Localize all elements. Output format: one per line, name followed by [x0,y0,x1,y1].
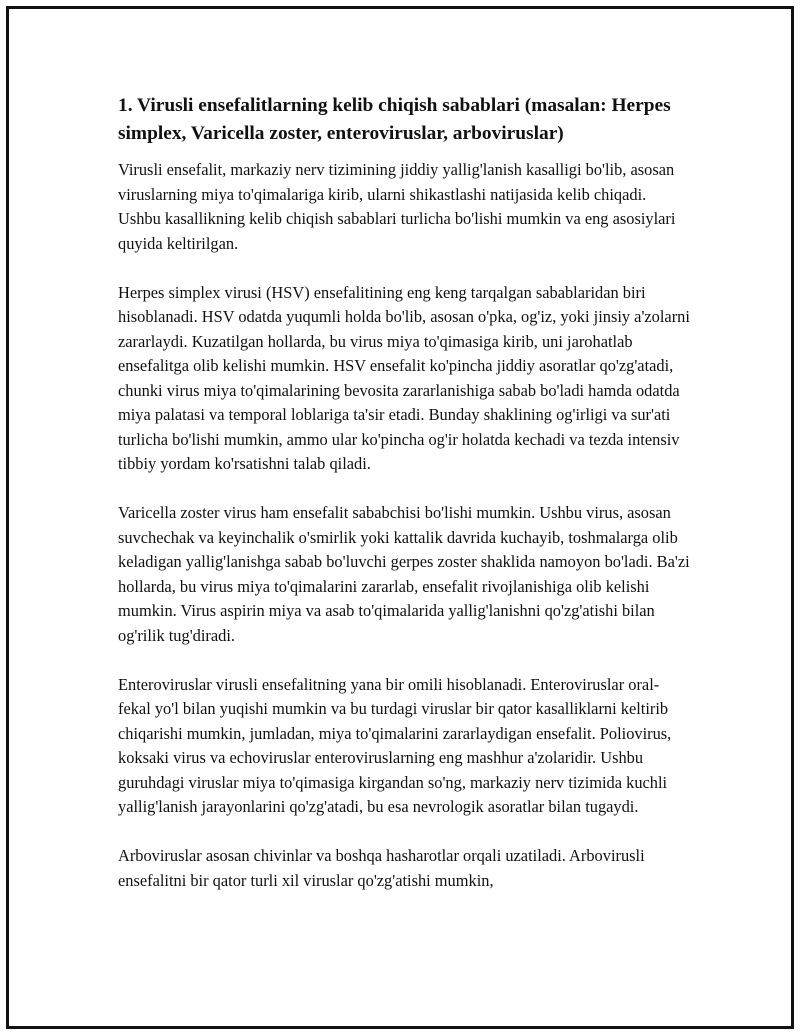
section-heading: 1. Virusli ensefalitlarning kelib chiqish sabablari (masalan: Herpes simplex, Varicella zoster, enteroviruslar, arboviruslar) [118,95,671,144]
paragraph-intro: Virusli ensefalit, markaziy nerv tizimining jiddiy yallig'lanish kasalligi bo'lib, asosan viruslarning miya to'qimalariga kirib, ularni shikastlashi natijasida kelib chiqadi. Ushbu kasallikning kelib chiqish sabablari turlicha bo'lishi mumkin va eng asosiylari quyida keltirilgan. [118,160,676,253]
paragraph-arboviruses: Arboviruslar asosan chivinlar va boshqa hasharotlar orqali uzatiladi. Arbovirusli ensefalitni bir qator turli xil viruslar qo'zg'atishi mumkin, [118,846,645,890]
paragraph-herpes-simplex: Herpes simplex virusi (HSV) ensefalitining eng keng tarqalgan sabablaridan biri hisoblanadi. HSV odatda yuqumli holda bo'lib, asosan o'pka, og'iz, yoki jinsiy a'zolarni zararlaydi. Kuzatilgan hollarda, bu virus miya to'qimasiga kirib, uni jarohatlab ensefalitga olib kelishi mumkin. HSV ensefalit ko'pincha jiddiy asoratlar qo'zg'atadi, chunki virus miya to'qimalarining bevosita zararlanishiga sabab bo'ladi hamda odatda miya palatasi va temporal loblariga ta'sir etadi. Bunday shaklining og'irligi va sur'ati turlicha bo'lishi mumkin, ammo ular ko'pincha og'ir holatda kechadi va tezda intensiv tibbiy yordam ko'rsatishni talab qiladi. [118,282,690,473]
paragraph-enteroviruses: Enteroviruslar virusli ensefalitning yana bir omili hisoblanadi. Enteroviruslar oral-fekal yo'l bilan yuqishi mumkin va bu turdagi viruslar bir qator kasalliklarni keltirib chiqarishi mumkin, jumladan, miya to'qimalarini zararlaydigan ensefalit. Poliovirus, koksaki virus va echoviruslar enteroviruslarning eng mashhur a'zolaridir. Ushbu guruhdagi viruslar miya to'qimasiga kirgandan so'ng, markaziy nerv tizimida kuchli yallig'lanish jarayonlarini qo'zg'atadi, bu esa nevrologik asoratlar bilan tugaydi. [118,674,672,816]
document-body [118,92,690,918]
paragraph-varicella-zoster: Varicella zoster virus ham ensefalit sababchisi bo'lishi mumkin. Ushbu virus, asosan suvchechak va keyinchalik o'smirlik yoki kattalik davrida kuchayib, toshmalarga olib keladigan yallig'lanishga sabab bo'luvchi gerpes zoster shaklida namoyon bo'ladi. Ba'zi hollarda, bu virus miya to'qimalarini zararlab, ensefalit rivojlanishiga olib kelishi mumkin. Virus aspirin miya va asab to'qimalarida yallig'lanishni qo'zg'atishi bilan og'rilik tug'diradi. [118,503,690,645]
